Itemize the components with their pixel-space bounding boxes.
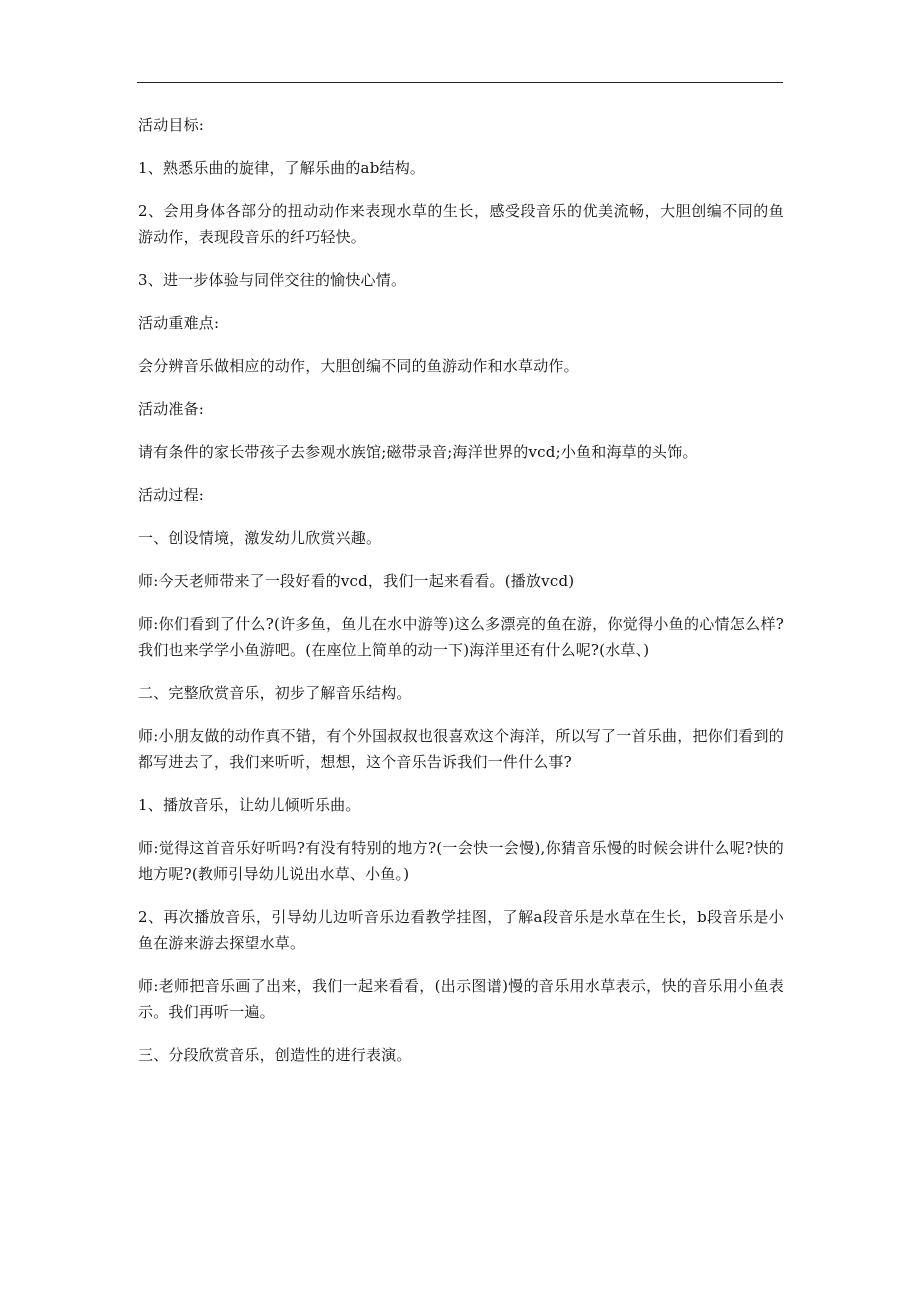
sub-step-2: 2、再次播放音乐，引导幼儿边听音乐边看教学挂图，了解a段音乐是水草在生长，b段音乐是小鱼在游来游去探望水草。 xyxy=(138,908,784,952)
teacher-dialogue: 师:小朋友做的动作真不错，有个外国叔叔也很喜欢这个海洋，所以写了一首乐曲，把你们看到的都写进去了，我们来听听，想想，这个音乐告诉我们一件什么事? xyxy=(138,727,784,771)
process-step-3-heading: 三、分段欣赏音乐，创造性的进行表演。 xyxy=(138,1046,412,1064)
section-heading-key-points: 活动重难点: xyxy=(138,314,220,332)
teacher-dialogue: 师:今天老师带来了一段好看的vcd，我们一起来看看。(播放vcd) xyxy=(138,572,575,590)
document-body xyxy=(138,112,784,1085)
section-heading-preparation: 活动准备: xyxy=(138,400,205,418)
preparation-text: 请有条件的家长带孩子去参观水族馆;磁带录音;海洋世界的vcd;小鱼和海草的头饰。 xyxy=(138,443,698,461)
process-step-2-heading: 二、完整欣赏音乐，初步了解音乐结构。 xyxy=(138,684,412,702)
sub-step-1: 1、播放音乐，让幼儿倾听乐曲。 xyxy=(138,796,361,814)
process-step-1-heading: 一、创设情境，激发幼儿欣赏兴趣。 xyxy=(138,529,382,547)
section-heading-process: 活动过程: xyxy=(138,486,205,504)
section-heading-goals: 活动目标: xyxy=(138,116,205,134)
key-points-text: 会分辨音乐做相应的动作，大胆创编不同的鱼游动作和水草动作。 xyxy=(138,357,579,375)
header-rule xyxy=(137,82,783,83)
goal-item-3: 3、进一步体验与同伴交往的愉快心情。 xyxy=(138,271,407,289)
goal-item-2: 2、会用身体各部分的扭动动作来表现水草的生长，感受段音乐的优美流畅，大胆创编不同的鱼游动作，表现段音乐的纤巧轻快。 xyxy=(138,202,784,246)
teacher-dialogue: 师:老师把音乐画了出来，我们一起来看看，(出示图谱)慢的音乐用水草表示，快的音乐用小鱼表示。我们再听一遍。 xyxy=(138,977,784,1021)
teacher-dialogue: 师:你们看到了什么?(许多鱼，鱼儿在水中游等)这么多漂亮的鱼在游，你觉得小鱼的心情怎么样?我们也来学学小鱼游吧。(在座位上简单的动一下)海洋里还有什么呢?(水草、) xyxy=(138,615,784,659)
teacher-dialogue: 师:觉得这首音乐好听吗?有没有特别的地方?(一会快一会慢),你猜音乐慢的时候会讲什么呢?快的地方呢?(教师引导幼儿说出水草、小鱼。) xyxy=(138,839,784,883)
goal-item-1: 1、熟悉乐曲的旋律，了解乐曲的ab结构。 xyxy=(138,159,426,177)
